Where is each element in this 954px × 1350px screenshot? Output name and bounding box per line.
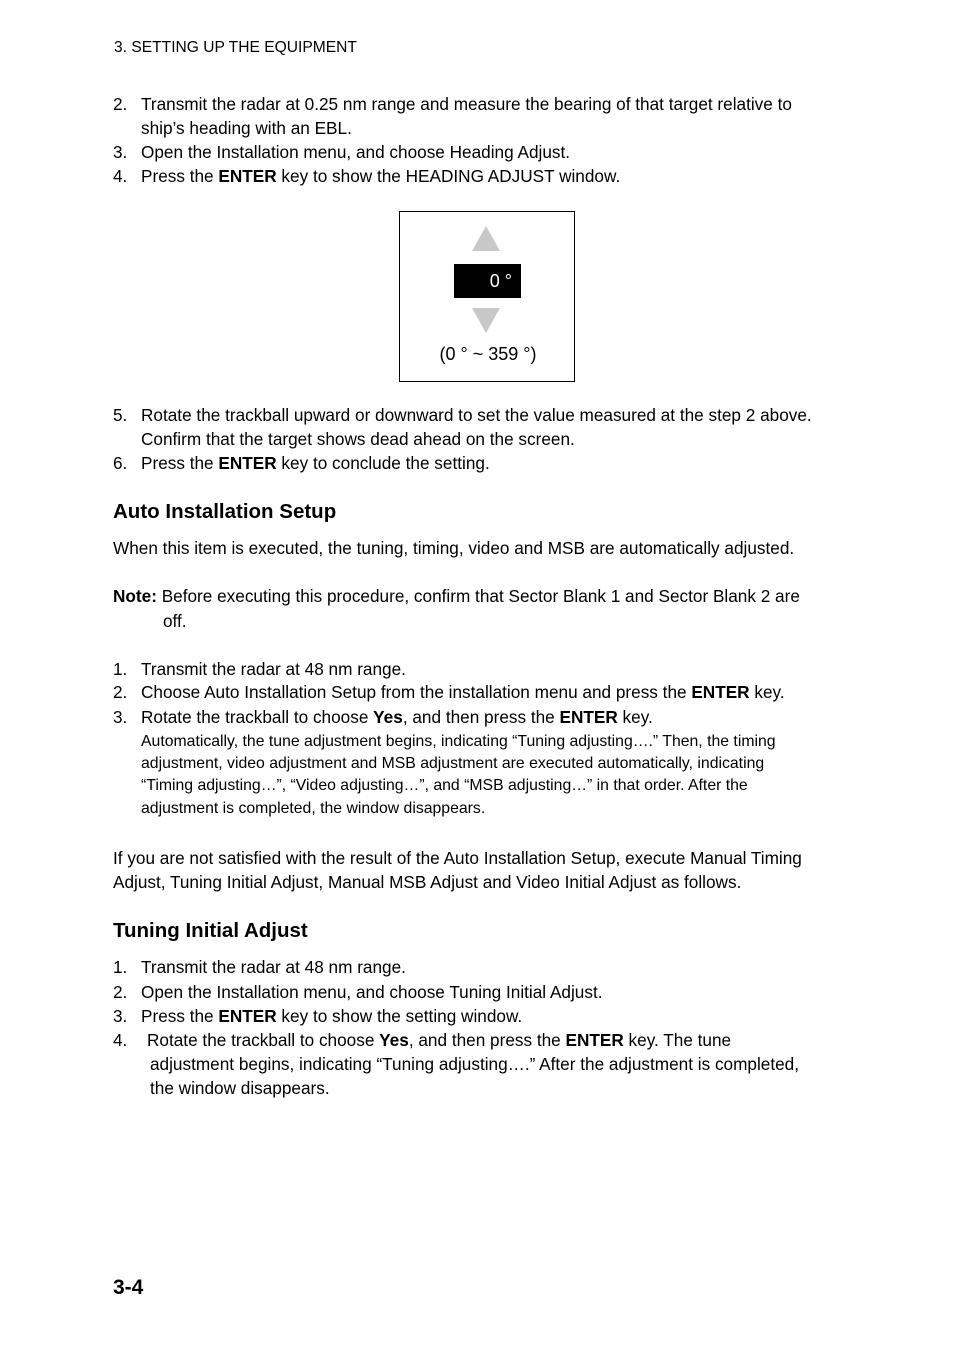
enter-key-label: ENTER bbox=[218, 453, 277, 473]
enter-key-label: ENTER bbox=[691, 682, 750, 702]
arrow-up-icon bbox=[472, 226, 500, 251]
running-header: 3. SETTING UP THE EQUIPMENT bbox=[114, 39, 357, 56]
step-text: Rotate the trackball to choose Yes, and then press the ENTER key. bbox=[141, 707, 653, 727]
step-text: adjustment begins, indicating “Tuning adjusting….” After the adjustment is completed, bbox=[150, 1054, 800, 1074]
step-detail: “Timing adjusting…”, “Video adjusting…”, and “MSB adjusting…” in that order. After the bbox=[141, 777, 748, 794]
step-text: Rotate the trackball to choose Yes, and then press the ENTER key. The tune bbox=[147, 1030, 732, 1050]
step-number: 2. bbox=[113, 982, 128, 1002]
step-text: Open the Installation menu, and choose Tuning Initial Adjust. bbox=[141, 982, 603, 1002]
step-text: Transmit the radar at 48 nm range. bbox=[141, 659, 406, 679]
enter-key-label: ENTER bbox=[218, 1006, 277, 1026]
yes-option-label: Yes bbox=[379, 1030, 409, 1050]
step-number: 4. bbox=[113, 1030, 128, 1050]
heading-range-label: (0 ° ~ 359 °) bbox=[439, 344, 537, 364]
step-number: 2. bbox=[113, 682, 128, 702]
step-number: 3. bbox=[113, 1006, 128, 1026]
enter-key-label: ENTER bbox=[565, 1030, 624, 1050]
note-label: Note: bbox=[113, 586, 157, 606]
step-text: Rotate the trackball upward or downward to set the value measured at the step 2 above. bbox=[141, 405, 812, 425]
heading-value-display: 0 ° bbox=[454, 264, 521, 298]
step-text: Choose Auto Installation Setup from the installation menu and press the ENTER key. bbox=[141, 682, 785, 702]
step-text: ship’s heading with an EBL. bbox=[141, 118, 352, 138]
step-number: 5. bbox=[113, 405, 128, 425]
note-line: off. bbox=[163, 611, 187, 631]
section-title-tuning-initial-adjust: Tuning Initial Adjust bbox=[113, 919, 308, 942]
section-title-auto-installation: Auto Installation Setup bbox=[113, 500, 337, 523]
step-text: Open the Installation menu, and choose Heading Adjust. bbox=[141, 142, 571, 162]
step-text: Press the ENTER key to show the HEADING ADJUST window. bbox=[141, 166, 621, 186]
step-number: 4. bbox=[113, 166, 128, 186]
followup-text: If you are not satisfied with the result of the Auto Installation Setup, execute Manual Timing bbox=[113, 848, 802, 868]
step-text: Transmit the radar at 0.25 nm range and measure the bearing of that target relative to bbox=[141, 94, 792, 114]
heading-adjust-window bbox=[399, 211, 575, 382]
note-line: Note: Before executing this procedure, confirm that Sector Blank 1 and Sector Blank 2 are bbox=[113, 586, 800, 606]
step-text: the window disappears. bbox=[150, 1078, 330, 1098]
step-text: Transmit the radar at 48 nm range. bbox=[141, 957, 406, 977]
step-number: 1. bbox=[113, 659, 128, 679]
yes-option-label: Yes bbox=[373, 707, 403, 727]
step-number: 1. bbox=[113, 957, 128, 977]
step-number: 3. bbox=[113, 707, 128, 727]
step-text: Press the ENTER key to conclude the setting. bbox=[141, 453, 490, 473]
section-intro: When this item is executed, the tuning, timing, video and MSB are automatically adjusted. bbox=[113, 538, 795, 558]
step-number: 3. bbox=[113, 142, 128, 162]
followup-text: Adjust, Tuning Initial Adjust, Manual MSB Adjust and Video Initial Adjust as follows. bbox=[113, 872, 742, 892]
page-number: 3-4 bbox=[113, 1276, 144, 1299]
step-number: 2. bbox=[113, 94, 128, 114]
step-text: Press the ENTER key to show the setting window. bbox=[141, 1006, 523, 1026]
enter-key-label: ENTER bbox=[218, 166, 277, 186]
step-detail: Automatically, the tune adjustment begins, indicating “Tuning adjusting….” Then, the timing bbox=[141, 733, 776, 750]
step-detail: adjustment, video adjustment and MSB adjustment are executed automatically, indicating bbox=[141, 755, 765, 772]
enter-key-label: ENTER bbox=[559, 707, 618, 727]
step-text: Confirm that the target shows dead ahead on the screen. bbox=[141, 429, 575, 449]
step-number: 6. bbox=[113, 453, 128, 473]
arrow-down-icon bbox=[472, 308, 500, 333]
step-detail: adjustment is completed, the window disappears. bbox=[141, 800, 486, 817]
